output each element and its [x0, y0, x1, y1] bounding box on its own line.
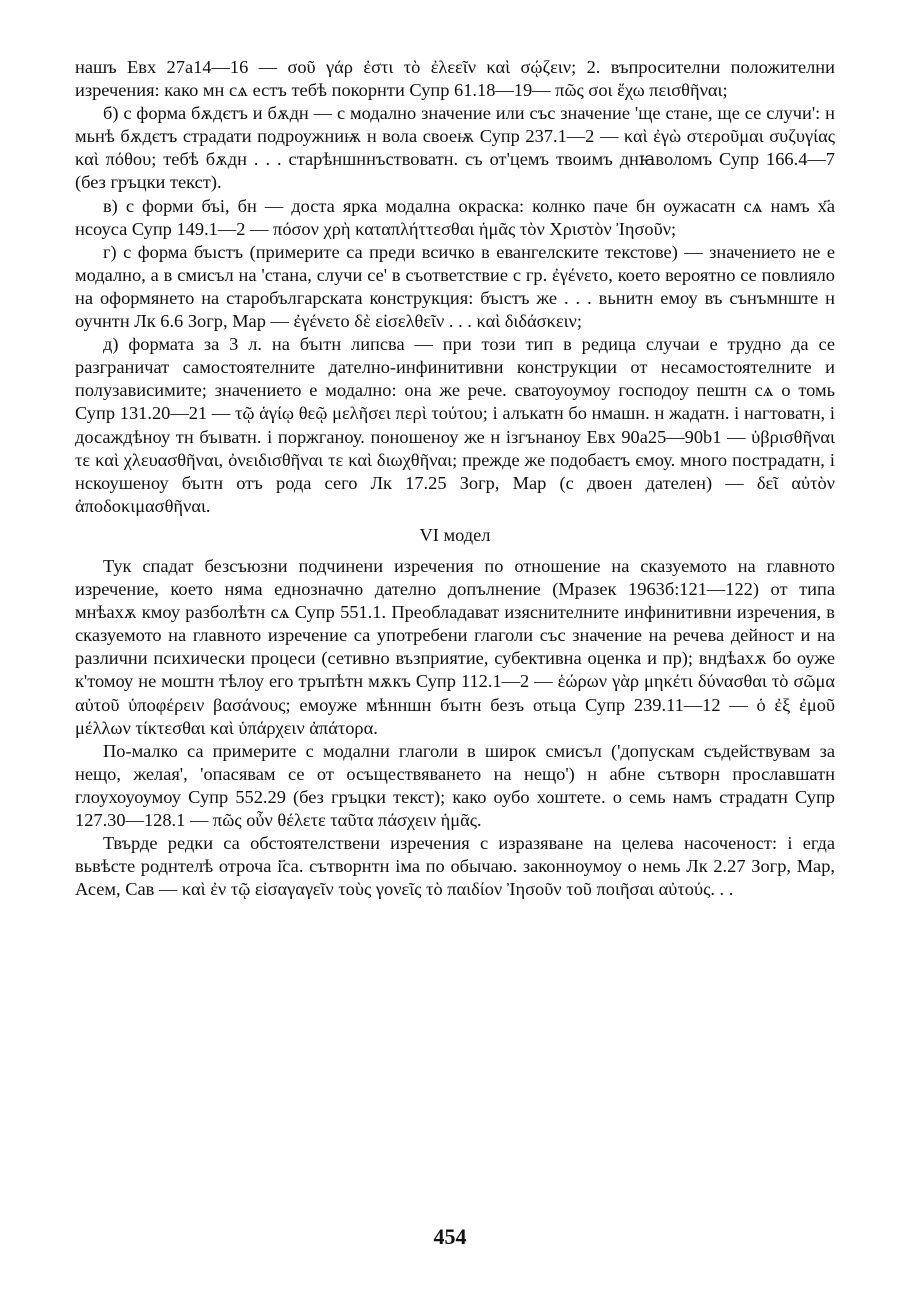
paragraph-g: г) с форма бъıстъ (примерите са преди всичко в евангелските текстове) — значението не е модално, а в смисъл на 'стана, случи се' в съответствие с гр. ἐγένετο, което вероятно се повлияло на оформянето на старобългарската конструкция: бъıстъ же . . . вьнитн емоу въ сънъмнште н оучнтн Лк 6.6 Зогр, Мар — ἐγένετο δὲ εἰσελθεῖν . . . καὶ διδάσκειν; [75, 241, 835, 332]
paragraph-continuation: нашъ Евх 27а14—16 — σοῦ γάρ ἐστι τὸ ἐλεεῖν καὶ σῴζειν; 2. въпросителни положителни изречения: како мн сѧ естъ тебѣ покорнти Супр 61.18—19— πῶς σοι ἔχω πεισθῆναι; [75, 57, 835, 101]
paragraph-circumstantial: Твърде редки са обстоятелствени изречения с изразяване на целева насоченост: і егда вьвѣсте роднтелѣ отроча і҃са. сътворнтн іма по обычаю. законноумоу о немь Лк 2.27 Зогр, Мар, Асем, Сав — καὶ ἐν τῷ εἰσαγαγεῖν τοὺς γονεῖς τὸ παιδίον Ἰησοῦν τοῦ ποιῆσαι αὐτούς. . . [75, 833, 835, 900]
paragraph-modal-verbs: По-малко са примерите с модални глаголи в широк смисъл ('допускам съдействувам за нещо, желая', 'опасявам се от осъществяването на нещо') н абне сътворн прославшатн глоухоуоумоу Супр 552.29 (без гръцки текст); како оубо хоштете. о семь намъ страдатн Супр 127.30—128.1 — πῶς οὖν θέλετε ταῦτα πάσχειν ἡμᾶς. [75, 740, 835, 830]
paragraph-d: д) формата за 3 л. на бъıтн липсва — при този тип в редица случаи е трудно да се разграничат самостоятелните дателно-инфинитивни конструкции от несамостоятелните и полузависимите; значението е модално: она же рече. сватоуоумоу господоу пештн сѧ о томь Супр 131.20—21 — τῷ ἁγίῳ θεῷ μελῆσει περὶ τούτου; і алъкатн бо нмашн. н жадатн. і нагтоватн, і досаждѣноу тн бъıватн. і поржганоу. поношеноу же н ізгънаноу Евх 90а25—90b1 — ὑβρισθῆναι τε καὶ χλευασθῆναι, ὀνειδισθῆναι τε καὶ διωχθῆναι; прежде же подобаєтъ ємоу. много пострадатн, і нскоушеноу бъıтн отъ рода сего Лк 17.25 Зогр, Мар (с двоен дателен) — δεῖ αὐτὸν ἀποδοκιμασθῆναι. [75, 334, 835, 516]
page-number: 454 [433, 1224, 467, 1249]
paragraph-model-intro: Тук спадат безсъюзни подчинени изречения по отношение на сказуемото на главното изречение, което няма еднозначно дателно допълнение (Мразек 1963б:121—122) от типа мнѣахѫ кмоу разболѣтн сѧ Супр 551.1. Преобладават изяснителните инфинитивни изречения, в сказуемото на главното изречение са употребени глаголи със значение на речева дейност и на различни психически процеси (сетивно възприятие, субективна оценка и пр); вндѣахѫ бо оуже к'томоу не моштн тѣлоу его тръпѣтн мѫкъ Супр 112.1—2 — ἑώρων γὰρ μηκέτι δύνασθαι τὸ σῶμα αὐτοῦ ὑποφέρειν βασάνους; емоуже мѣнншн бъıтн безъ отьца Супр 239.11—12 — ὁ ἐξ ἐμοῦ μέλλων τίκτεσθαι καὶ ὑπάρχειν ἀπάτορα. [75, 555, 835, 738]
section-heading: VI модел [419, 524, 491, 545]
paragraph-v: в) с форми бъі, бн — доста ярка модална окраска: колнко паче бн оужасатн сѧ намъ х҃а нсоуса Супр 149.1—2 — πόσον χρὴ καταπλήττεσθαι ἡμᾶς τὸν Χριστὸν Ἰησοῦν; [75, 195, 835, 239]
paragraph-b: б) с форма бѫдєтъ и бѫдн — с модално значение или със значение 'ще стане, ще се случи': н мьнѣ бѫдєтъ страдати подроужниѭ н вола своеѭ Супр 237.1—2 — καὶ ἐγὼ στεροῦμαι συζυγίας καὶ πόθου; тебѣ бѫдн . . . старѣншннъствоватн. съ от'цемъ твоимъ днꙗволомъ Супр 166.4—7 (без гръцки текст). [75, 103, 835, 193]
page-body [75, 56, 835, 901]
